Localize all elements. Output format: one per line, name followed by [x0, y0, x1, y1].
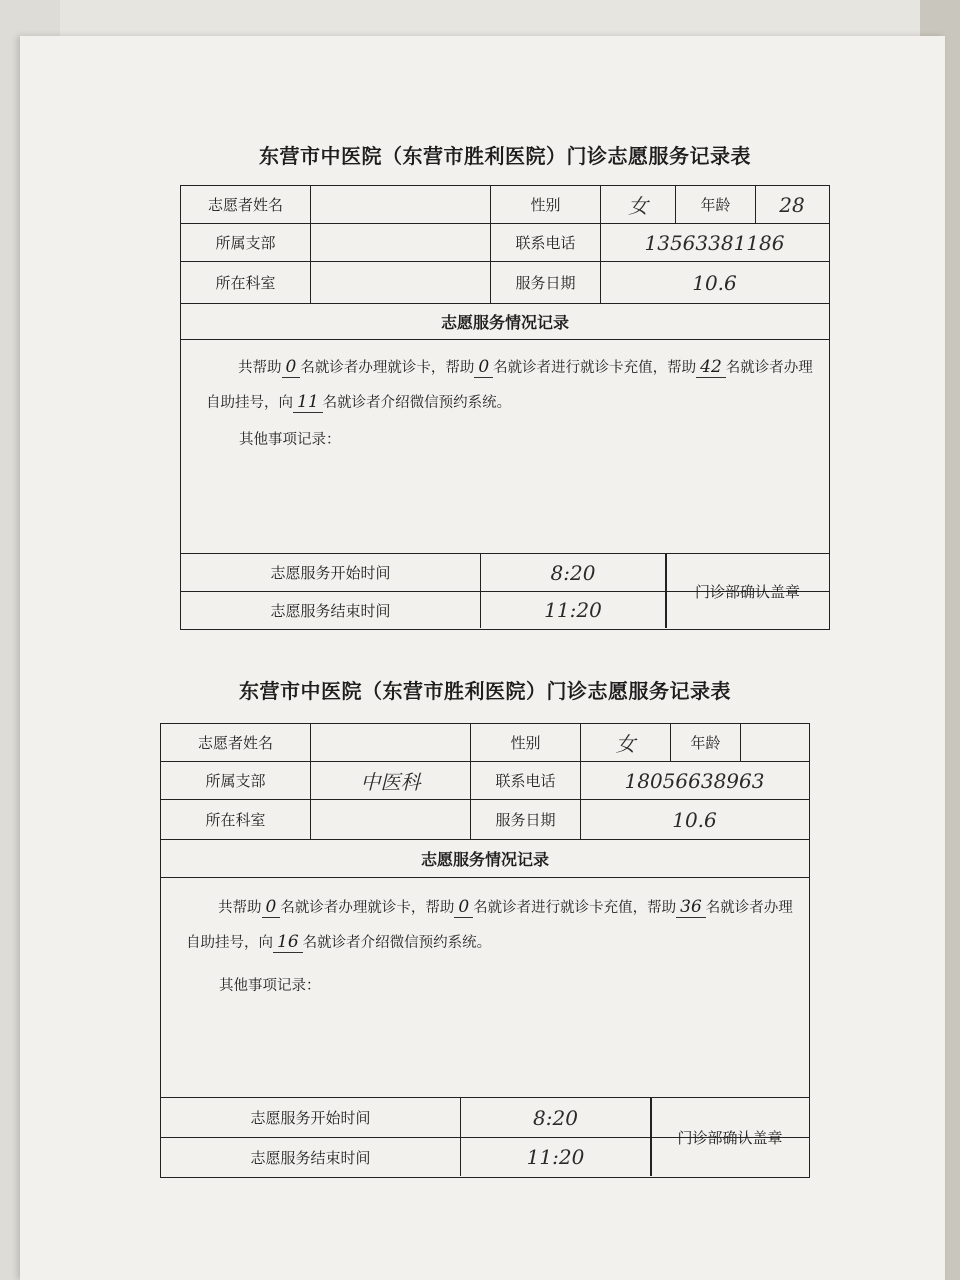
value-date: 10.6: [672, 807, 717, 832]
fill-wechat: 16: [273, 932, 303, 953]
value-end: 11:20: [481, 592, 666, 628]
row-body: [181, 340, 829, 554]
value-branch: [311, 224, 491, 261]
fill-cards: 0: [282, 357, 301, 378]
body-text: [206, 350, 814, 420]
value-gender: 女: [601, 186, 676, 223]
value-dept: [311, 800, 471, 839]
form-title: 东营市中医院（东营市胜利医院）门诊志愿服务记录表: [239, 679, 731, 703]
label-date: 服务日期: [491, 262, 601, 303]
label-dept: 所在科室: [181, 262, 311, 303]
label-end: 志愿服务结束时间: [181, 592, 481, 628]
value-name: [311, 186, 491, 223]
section-title: 志愿服务情况记录: [420, 850, 549, 869]
value-branch: 中医科: [311, 762, 471, 799]
value-start: 8:20: [481, 554, 666, 591]
body-part: 共帮助: [238, 360, 282, 376]
form-grid: [160, 723, 810, 1178]
row-branch: [161, 762, 809, 800]
body-part: 名就诊者介绍微信预约系统。: [302, 935, 492, 951]
row-dept: [161, 800, 809, 840]
value-phone: 13563381186: [644, 230, 785, 255]
other-records-label: 其他事项记录：: [239, 432, 341, 448]
label-date: 服务日期: [471, 800, 581, 839]
label-phone: 联系电话: [471, 762, 581, 799]
label-start: 志愿服务开始时间: [181, 554, 481, 591]
label-gender: 性别: [491, 186, 601, 223]
record-form-2: [160, 675, 810, 1185]
fill-recharge: 0: [474, 357, 493, 378]
body-part: 名: [705, 900, 721, 916]
body-part: 就诊者办理自助挂号，向: [206, 360, 813, 411]
stamp-cell: 门诊部确认盖章: [666, 554, 828, 628]
value-age: [741, 724, 808, 761]
form-title: 东营市中医院（东营市胜利医院）门诊志愿服务记录表: [259, 144, 751, 168]
value-name: [311, 724, 471, 761]
label-branch: 所属支部: [161, 762, 311, 799]
stamp-cell: 门诊部确认盖章: [651, 1098, 808, 1176]
value-end: 11:20: [461, 1138, 651, 1176]
label-age: 年龄: [676, 186, 756, 223]
fill-wechat: 11: [293, 392, 323, 413]
label-branch: 所属支部: [181, 224, 311, 261]
fill-register: 36: [676, 897, 706, 918]
body-text: [186, 890, 794, 960]
label-dept: 所在科室: [161, 800, 311, 839]
body-part: 名就诊者进行就诊卡充值，帮助: [473, 900, 677, 916]
value-start: 8:20: [461, 1098, 651, 1137]
section-title: 志愿服务情况记录: [440, 313, 569, 332]
body-part: 名就诊者办理就诊卡，帮助: [280, 900, 455, 916]
fill-register: 42: [696, 357, 726, 378]
label-phone: 联系电话: [491, 224, 601, 261]
other-records-label: 其他事项记录：: [219, 978, 321, 994]
label-end: 志愿服务结束时间: [161, 1138, 461, 1176]
label-name: 志愿者姓名: [161, 724, 311, 761]
row-name: [161, 724, 809, 762]
label-gender: 性别: [471, 724, 581, 761]
body-part: 名就诊者进行就诊卡充值，帮助: [493, 360, 697, 376]
value-age: 28: [779, 192, 805, 217]
row-name: [181, 186, 829, 224]
row-dept: [181, 262, 829, 304]
fill-cards: 0: [262, 897, 281, 918]
label-start: 志愿服务开始时间: [161, 1098, 461, 1137]
body-part: 名: [725, 360, 741, 376]
body-part: 就诊者办理自助挂号，向: [186, 900, 793, 951]
fill-recharge: 0: [454, 897, 473, 918]
value-gender: 女: [581, 724, 671, 761]
value-phone: 18056638963: [624, 768, 765, 793]
label-name: 志愿者姓名: [181, 186, 311, 223]
body-part: 名就诊者办理就诊卡，帮助: [300, 360, 475, 376]
body-part: 共帮助: [218, 900, 262, 916]
form-grid: [180, 185, 830, 630]
row-section-title: [181, 304, 829, 340]
row-body: [161, 878, 809, 1098]
row-section-title: [161, 840, 809, 878]
label-age: 年龄: [671, 724, 741, 761]
value-date: 10.6: [692, 270, 737, 295]
body-part: 名就诊者介绍微信预约系统。: [322, 395, 512, 411]
record-form-1: [180, 140, 830, 630]
row-branch: [181, 224, 829, 262]
value-dept: [311, 262, 491, 303]
